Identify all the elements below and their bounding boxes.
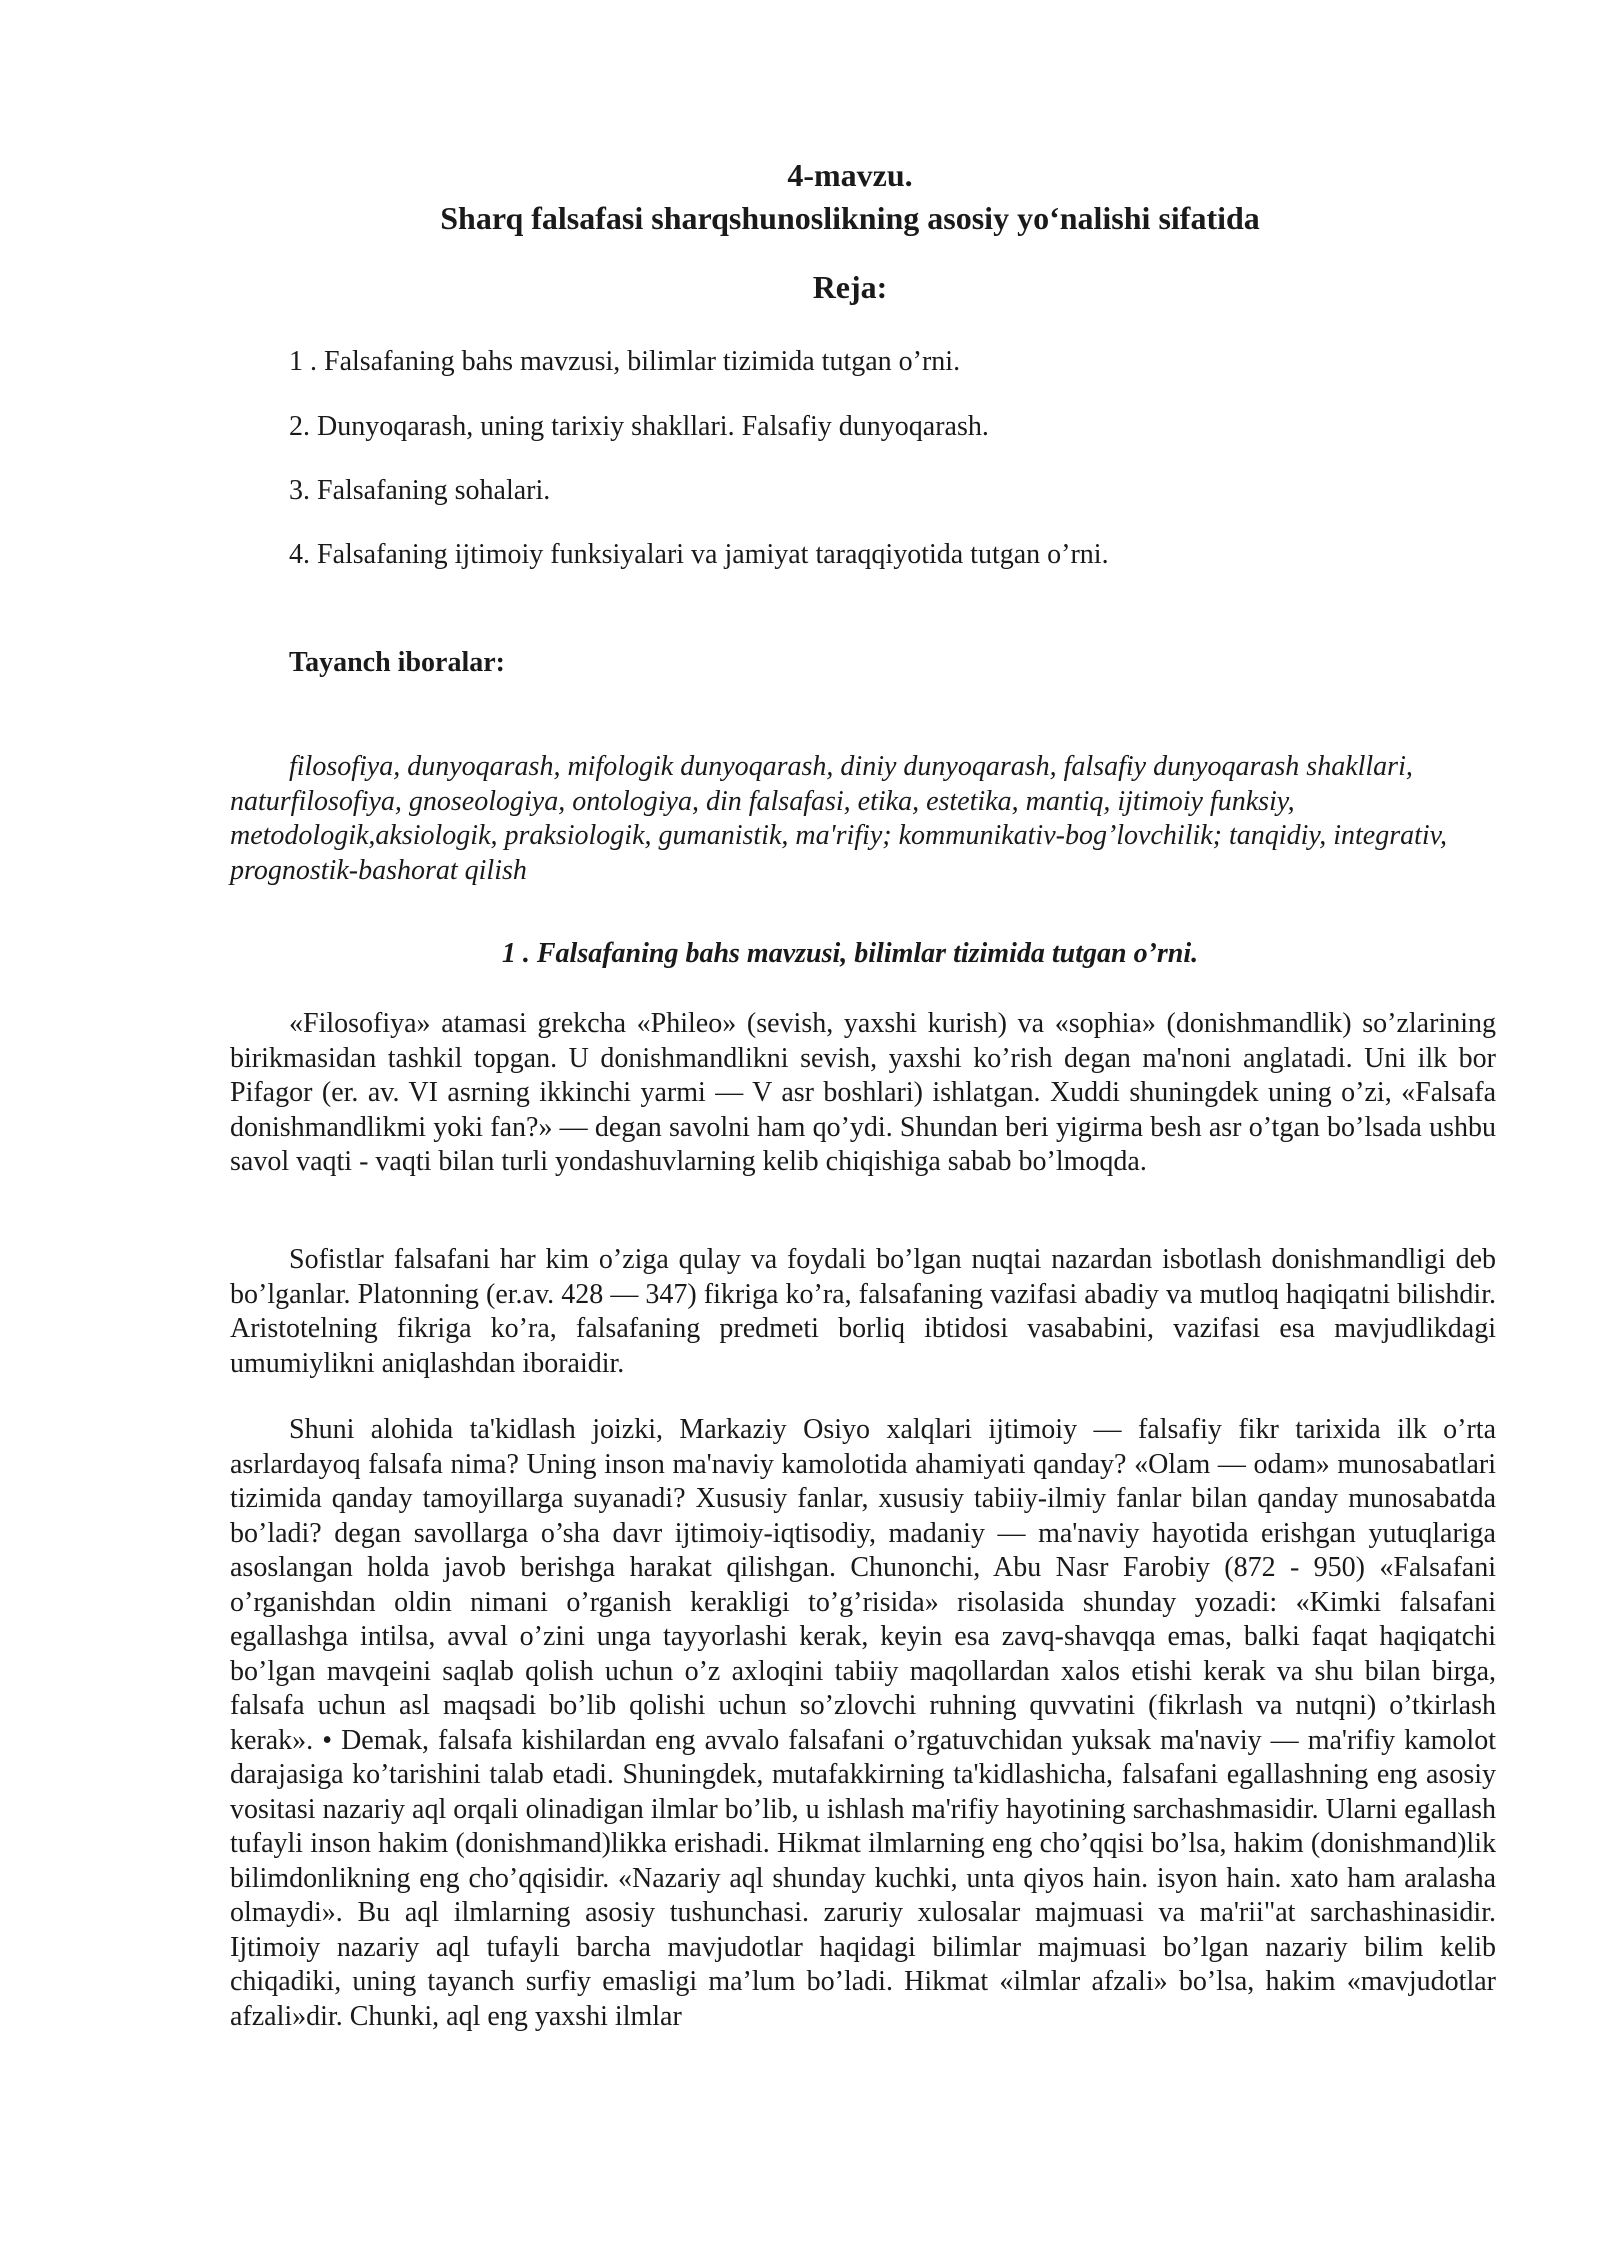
plan-heading: Reja: [812, 269, 888, 305]
plan-item: 2. Dunyoqarash, uning tarixiy shakllari. Falsafiy dunyoqarash. [289, 411, 989, 442]
section-title: 1 . Falsafaning bahs mavzusi, bilimlar tizimida tutgan o’rni. [501, 938, 1199, 969]
body-paragraph: Sofistlar falsafani har kim o’ziga qulay va foydali bo’lgan nuqtai nazardan isbotlash donishmandligi deb bo’lganlar. Platonning (er.av. 428 — 347) fikriga ko’ra, falsafaning vazifasi abadiy va mutloq haqiqatni bilishdir. Aristotelning fikriga ko’ra, falsafaning predmeti borliq ibtidosi vasababini, vazifasi esa mavjudlikdagi umumiylikni aniqlashdan iboraidir. [230, 1244, 1496, 1379]
plan-item: 3. Falsafaning sohalari. [289, 475, 551, 506]
keywords-heading: Tayanch iboralar: [289, 647, 505, 678]
topic-title: Sharq falsafasi sharqshunoslikning asosiy yo‘nalishi sifatida [440, 200, 1260, 236]
topic-number: 4-mavzu. [787, 157, 913, 193]
keywords-text: filosofiya, dunyoqarash, mifologik dunyoqarash, diniy dunyoqarash, falsafiy dunyoqarash shakllari, naturfilosofiya, gnoseologiya, ontologiya, din falsafasi, etika, estetika, mantiq, ijtimoiy funksiy, metodologik,aksiologik, praksiologik, gumanistik, ma'rifiy; kommunikativ-bog’lovchilik; tanqidiy, integrativ, prognostik-bashorat qilish [230, 751, 1448, 886]
plan-item: 1 . Falsafaning bahs mavzusi, bilimlar tizimida tutgan o’rni. [289, 346, 961, 377]
plan-item: 4. Falsafaning ijtimoiy funksiyalari va jamiyat taraqqiyotida tutgan o’rni. [289, 539, 1109, 570]
body-paragraph: «Filosofiya» atamasi grekcha «Phileo» (sevish, yaxshi kurish) va «sophia» (donishmandlik) so’zlarining birikmasidan tashkil topgan. U donishmandlikni sevish, yaxshi ko’rish degan ma'noni anglatadi. Uni ilk bor Pifagor (er. av. VI asrning ikkinchi yarmi — V asr boshlari) ishlatgan. Xuddi shuningdek uning o’zi, «Falsafa donishmandlikmi yoki fan?» — degan savolni ham qo’ydi. Shundan beri yigirma besh asr o’tgan bo’lsada ushbu savol vaqti - vaqti bilan turli yondashuvlarning kelib chiqishiga sabab bo’lmoqda. [230, 1008, 1496, 1177]
body-paragraph: Shuni alohida ta'kidlash joizki, Markaziy Osiyo xalqlari ijtimoiy — falsafiy fikr tarixida ilk o’rta asrlardayoq falsafa nima? Uning inson ma'naviy kamolotida ahamiyati qanday? «Olam — odam» munosabatlari tizimida qanday tamoyillarga suyanadi? Xususiy fanlar, xususiy tabiiy-ilmiy fanlar bilan qanday munosabatda bo’ladi? degan savollarga o’sha davr ijtimoiy-iqtisodiy, madaniy — ma'naviy hayotida erishgan yutuqlariga asoslangan holda javob berishga harakat qilishgan. Chunonchi, Abu Nasr Farobiy (872 - 950) «Falsafani o’rganishdan oldin nimani o’rganish kerakligi to’g’risida» risolasida shunday yozadi: «Kimki falsafani egallashga intilsa, avval o’zini unga tayyorlashi kerak, keyin esa zavq-shavqqa emas, balki faqat haqiqatchi bo’lgan mavqeini saqlab qolish uchun o’z axloqini tabiiy maqollardan xalos etishi kerak va shu bilan birga, falsafa uchun asl maqsadi bo’lib qolishi uchun so’zlovchi ruhning quvvatini (fikrlash va nutqni) o’tkirlash kerak». • Demak, falsafa kishilardan eng avvalo falsafani o’rgatuvchidan yuksak ma'naviy — ma'rifiy kamolot darajasiga ko’tarishini talab etadi. Shuningdek, mutafakkirning ta'kidlashicha, falsafani egallashning eng asosiy vositasi nazariy aql orqali olinadigan ilmlar bo’lib, u ishlash ma'rifiy hayotining sarchashmasidir. Ularni egallash tufayli inson hakim (donishmand)likka erishadi. Hikmat ilmlarning eng cho’qqisi bo’lsa, hakim (donishmand)lik bilimdonlikning eng cho’qqisidir. «Nazariy aql shunday kuchki, unta qiyos hain. isyon hain. xato ham aralasha olmaydi». Bu aql ilmlarning asosiy tushunchasi. zaruriy xulosalar majmuasi va ma'rii"at sarchashinasidir. Ijtimoiy nazariy aql tufayli barcha mavjudotlar haqidagi bilimlar majmuasi bo’lgan nazariy bilim kelib chiqadiki, uning tayanch surfiy emasligi ma’lum bo’ladi. Hikmat «ilmlar afzali» bo’lsa, hakim «mavjudotlar afzali»dir. Chunki, aql eng yaxshi ilmlar [230, 1414, 1496, 2032]
